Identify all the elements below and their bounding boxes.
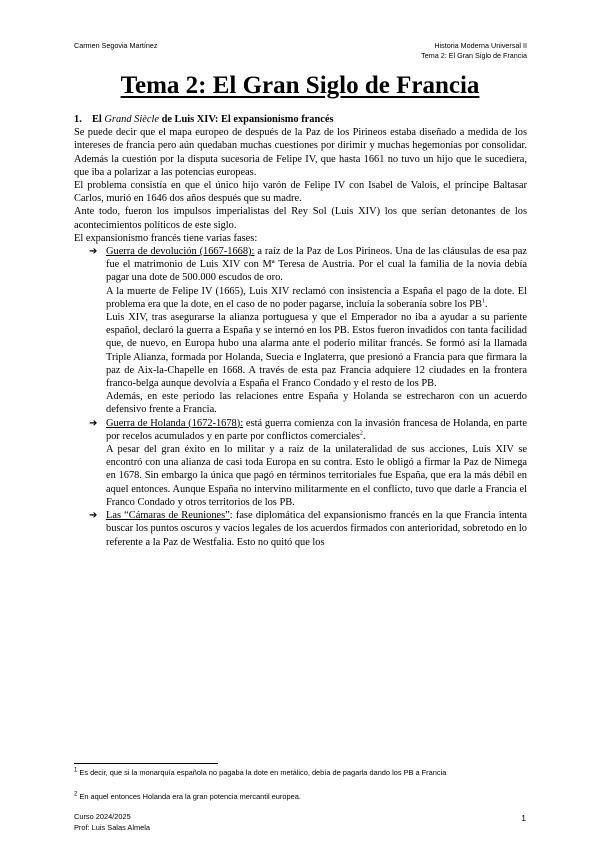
header-course: Historia Moderna Universal II bbox=[434, 41, 527, 50]
phase-lead-paragraph bbox=[106, 417, 527, 443]
footnote-text: Es decir, que si la monarquía española no pagaba la dote en metálico, debía de pagarla dando los PB a Francia bbox=[77, 768, 447, 777]
period: . bbox=[362, 430, 366, 442]
footnote-text: En aquel entonces Holanda era la gran potencia mercantil europea. bbox=[77, 792, 301, 801]
footer-teacher: Prof: Luis Salas Almela bbox=[74, 822, 150, 832]
header-author: Carmen Segovia Martínez bbox=[74, 41, 158, 50]
footnote-number: 2 bbox=[74, 791, 78, 798]
footnote-number: 1 bbox=[74, 767, 78, 774]
section-heading-italic: Grand Siècle bbox=[104, 114, 159, 125]
intro-paragraph-2: El problema consistía en que el único hijo varón de Felipe IV con Isabel de Valois, el príncipe Baltasar Carlos, murió en 1646 dos años después que su madre. bbox=[74, 180, 527, 205]
phase-lead-paragraph bbox=[106, 509, 527, 549]
phase-item-devolucion bbox=[74, 245, 527, 417]
section-number: 1. bbox=[74, 114, 82, 125]
phase-item-camaras bbox=[74, 509, 527, 549]
page-number: 1 bbox=[521, 813, 526, 823]
phase-lead-text: : fase diplomática del expansionismo francés en la que Francia intenta buscar los puntos oscuros y vacíos legales de los acuerdos firmados con anterioridad, sobretodo en lo referente a la Paz de Westfalia. Esto no quitó que los bbox=[106, 510, 527, 548]
header-right bbox=[421, 41, 527, 61]
footnote-ref-2[interactable]: 2 bbox=[359, 430, 363, 437]
phase-lead-text: está guerra comienza con la invasión francesa de Holanda, en parte por recelos acumulados y en parte por conflictos comerciales bbox=[106, 417, 527, 442]
footnote-2 bbox=[74, 792, 529, 802]
intro-paragraph-3: Ante todo, fueron los impulsos imperialistas del Rey Sol (Luis XIV) los que serían detonantes de los acontecimientos políticos de este siglo. bbox=[74, 206, 527, 231]
page-title: Tema 2: El Gran Siglo de Francia bbox=[120, 72, 480, 99]
phase-heading: Guerra de Holanda (1672-1678): bbox=[106, 417, 244, 429]
section-heading bbox=[74, 113, 527, 126]
period: . bbox=[484, 298, 488, 310]
section-heading-post: de Luis XIV: El expansionismo francés bbox=[158, 114, 334, 125]
page-footer bbox=[74, 812, 150, 833]
document-body bbox=[74, 113, 527, 549]
section-heading-pre: El bbox=[92, 114, 105, 125]
phase-lead-text: a raíz de la Paz de Los Pirineos. Una de las cláusulas de esa paz fue el matrimonio de Luis XIV con Mª Teresa de Austria. Por el cual la familia de la novia debía pagar una dote de 500.000 escudos de oro. bbox=[106, 246, 527, 284]
phase-heading: Las “Cámaras de Reuniones” bbox=[106, 510, 230, 522]
intro-paragraph-4: El expansionismo francés tiene varias fases: bbox=[74, 232, 258, 244]
intro-paragraph-1: Se puede decir que el mapa europeo de después de la Paz de los Pirineos estaba diseñado a medida de los intereses de francia pero aún quedaban muchas cuestiones por dirimir y muchas hegemonías por consolidar. Además la cuestión por la disputa sucesoria de Felipe IV, que hasta 1661 no tuvo un hijo que le sucediera, que iba a polarizar a las potencias europeas. bbox=[74, 127, 527, 178]
phase-item-holanda bbox=[74, 417, 527, 509]
phase-paragraph bbox=[106, 285, 527, 311]
phase-lead-paragraph bbox=[106, 245, 527, 285]
arrow-bullet-icon: ➔ bbox=[89, 510, 98, 522]
footnote-separator bbox=[74, 763, 218, 764]
header-topic: Tema 2: El Gran Siglo de Francia bbox=[421, 51, 527, 60]
footnote-1 bbox=[74, 768, 529, 778]
arrow-bullet-icon: ➔ bbox=[89, 246, 98, 258]
phase-paragraph-text: A la muerte de Felipe IV (1665), Luis XIV reclamó con insistencia a España el pago de la dote. El problema era que la dote, en el caso de no poder pagarse, incluía la soberanía sobre los PB bbox=[106, 285, 527, 310]
footnote-ref-1[interactable]: 1 bbox=[481, 298, 485, 305]
phase-paragraph: Luis XIV, tras asegurarse la alianza portuguesa y que el Emperador no iba a ayudar a su pariente español, declaró la guerra a España y se internó en los PB. Estos fueron invadidos con tanta facilidad que, de nuevo, en Europa hubo una alarma ante el poderío militar francés. Se formó así la llamada Triple Alianza, formada por Holanda, Suecia e Inglaterra, que presionó a Francia para que firmara la paz de Aix-la-Chapelle en 1668. A través de esta paz Francia adquiere 12 ciudades en la frontera franco-belga aunque devolvía a España el Franco Condado y el resto de los PB. bbox=[106, 312, 527, 390]
phase-paragraph: A pesar del gran éxito en lo militar y a raíz de la unilateralidad de sus acciones, Luis XIV se encontró con una alianza de casi toda Europa en su contra. Esto le obligó a firmar la Paz de Nimega en 1678. Sin embargo la única que pagó en términos territoriales fue España, que era la más débil en aquel entonces. Aunque España no intervino militarmente en el conflicto, tuvo que darle a Francia el Franco Condado y otros territorios de los PB. bbox=[106, 444, 527, 508]
phase-paragraph: Además, en este periodo las relaciones entre España y Holanda se estrecharon con un acuerdo defensivo frente a Francia. bbox=[106, 391, 527, 416]
phase-heading: Guerra de devolución (1667-1668): bbox=[106, 246, 255, 258]
footer-year: Curso 2024/2025 bbox=[74, 812, 131, 821]
arrow-bullet-icon: ➔ bbox=[89, 417, 98, 429]
